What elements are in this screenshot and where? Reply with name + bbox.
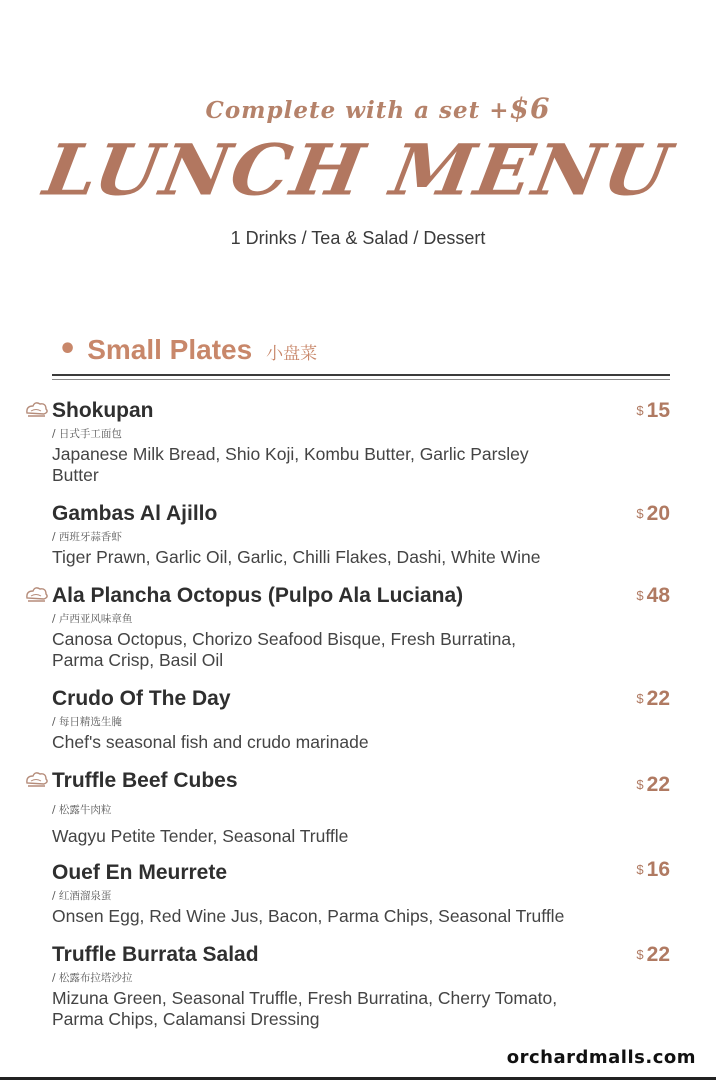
section-bullet: • bbox=[58, 332, 78, 367]
item-description: Tiger Prawn, Garlic Oil, Garlic, Chilli Flakes, Dashi, White Wine bbox=[52, 547, 541, 567]
price-value: 22 bbox=[646, 943, 670, 966]
item-name: Shokupan bbox=[52, 399, 154, 422]
currency-symbol: $ bbox=[636, 777, 644, 792]
item-price bbox=[636, 942, 670, 968]
item-name-cn: / 卢西亚风味章鱼 bbox=[52, 613, 133, 625]
currency-symbol: $ bbox=[636, 862, 644, 877]
price-value: 15 bbox=[646, 399, 670, 422]
currency-symbol: $ bbox=[636, 691, 644, 706]
menu-item-ouef bbox=[52, 860, 670, 927]
item-name-cn: / 松露布拉塔沙拉 bbox=[52, 972, 133, 984]
item-description: Wagyu Petite Tender, Seasonal Truffle bbox=[52, 826, 349, 846]
item-description: Onsen Egg, Red Wine Jus, Bacon, Parma Chips, Seasonal Truffle bbox=[52, 906, 565, 926]
price-value: 20 bbox=[646, 502, 670, 525]
tagline-text: Complete with a set + bbox=[205, 97, 510, 124]
item-name: Ala Plancha Octopus (Pulpo Ala Luciana) bbox=[52, 584, 464, 607]
item-name-cn: / 日式手工面包 bbox=[52, 428, 122, 440]
item-name: Ouef En Meurrete bbox=[52, 861, 228, 884]
menu-item-crudo bbox=[52, 686, 670, 753]
menu-item-gambas bbox=[52, 501, 670, 568]
section-heading bbox=[58, 334, 317, 370]
item-description: Mizuna Green, Seasonal Truffle, Fresh Burratina, Cherry Tomato, Parma Chips, Calamansi Dressing bbox=[52, 988, 558, 1029]
item-name-cn: / 西班牙蒜香虾 bbox=[52, 531, 122, 543]
item-name-cn: / 松露牛肉粒 bbox=[52, 804, 112, 816]
item-price bbox=[636, 398, 670, 424]
item-price bbox=[636, 772, 670, 798]
price-value: 16 bbox=[646, 858, 670, 881]
item-name: Truffle Beef Cubes bbox=[52, 769, 238, 792]
currency-symbol: $ bbox=[636, 506, 644, 521]
menu-item-octopus bbox=[52, 583, 670, 671]
chef-recommend-icon bbox=[24, 585, 50, 605]
set-tagline bbox=[0, 92, 716, 125]
item-name-cn: / 每日精选生腌 bbox=[52, 716, 122, 728]
menu-item-burrata bbox=[52, 942, 670, 1030]
menu-title: LUNCH MENU bbox=[38, 130, 678, 212]
section-title: Small Plates bbox=[87, 334, 253, 365]
section-title-cn: 小盘菜 bbox=[266, 344, 318, 364]
chef-recommend-icon bbox=[24, 770, 50, 790]
tagline-price: $6 bbox=[509, 92, 551, 125]
set-inclusions: 1 Drinks / Tea & Salad / Dessert bbox=[230, 228, 486, 248]
price-value: 48 bbox=[646, 584, 670, 607]
watermark: orchardmalls.com bbox=[506, 1047, 696, 1068]
currency-symbol: $ bbox=[636, 947, 644, 962]
item-name-cn: / 红酒溜泉蛋 bbox=[52, 890, 112, 902]
item-description: Chef's seasonal fish and crudo marinade bbox=[52, 732, 369, 752]
price-value: 22 bbox=[646, 773, 670, 796]
currency-symbol: $ bbox=[636, 403, 644, 418]
item-name: Gambas Al Ajillo bbox=[52, 502, 218, 525]
item-name: Truffle Burrata Salad bbox=[52, 943, 259, 966]
section-divider bbox=[52, 374, 670, 376]
menu-header bbox=[0, 0, 716, 280]
item-name: Crudo Of The Day bbox=[52, 687, 231, 710]
chef-recommend-icon bbox=[24, 400, 50, 420]
menu-item-shokupan bbox=[52, 398, 670, 486]
item-price bbox=[636, 583, 670, 609]
item-description: Japanese Milk Bread, Shio Koji, Kombu Butter, Garlic Parsley Butter bbox=[52, 444, 529, 485]
item-price bbox=[636, 501, 670, 527]
currency-symbol: $ bbox=[636, 588, 644, 603]
price-value: 22 bbox=[646, 687, 670, 710]
section-divider-thin bbox=[52, 379, 670, 380]
item-description: Canosa Octopus, Chorizo Seafood Bisque, Fresh Burratina, Parma Crisp, Basil Oil bbox=[52, 629, 516, 670]
item-price bbox=[636, 857, 670, 883]
item-price bbox=[636, 686, 670, 712]
menu-item-truffle-beef bbox=[52, 768, 670, 847]
